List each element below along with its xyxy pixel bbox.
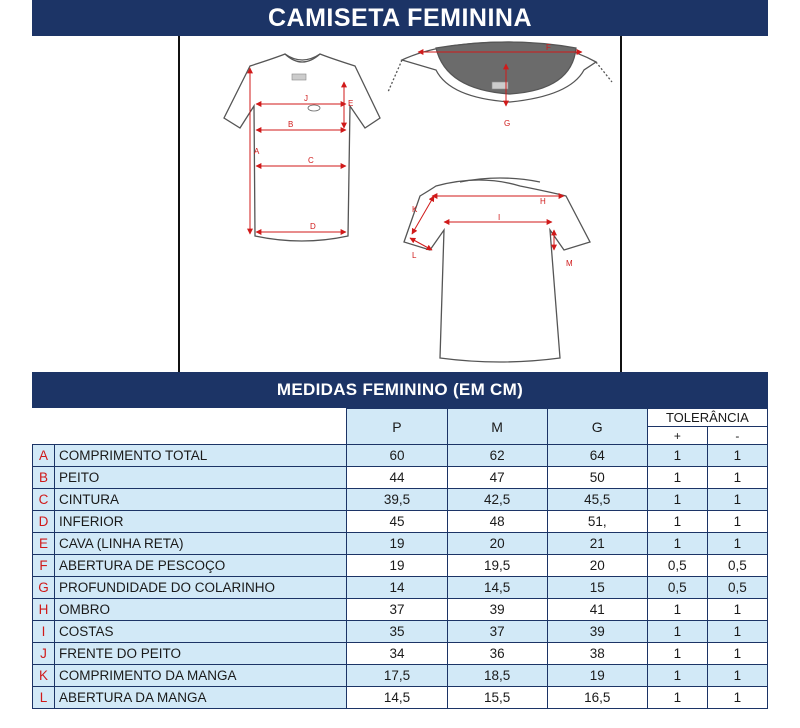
row-label: ABERTURA DA MANGA (55, 687, 347, 709)
value-g: 51, (547, 511, 647, 533)
table-title: MEDIDAS FEMININO (EM CM) (32, 372, 768, 408)
value-p: 45 (347, 511, 447, 533)
row-letter: D (33, 511, 55, 533)
tolerance-plus: 0,5 (647, 555, 707, 577)
diagram-letter-l: L (412, 251, 417, 260)
value-p: 34 (347, 643, 447, 665)
tolerance-plus: 1 (647, 445, 707, 467)
value-p: 14,5 (347, 687, 447, 709)
diagram-letter-j: J (304, 94, 308, 103)
value-p: 39,5 (347, 489, 447, 511)
row-label: COMPRIMENTO DA MANGA (55, 665, 347, 687)
value-m: 48 (447, 511, 547, 533)
tolerance-minus: 1 (707, 621, 767, 643)
table-row (33, 599, 768, 621)
tolerance-plus: 0,5 (647, 577, 707, 599)
value-g: 50 (547, 467, 647, 489)
diagram-letter-h: H (540, 197, 546, 206)
row-letter: G (33, 577, 55, 599)
value-m: 36 (447, 643, 547, 665)
row-letter: F (33, 555, 55, 577)
tolerance-plus: 1 (647, 665, 707, 687)
value-m: 19,5 (447, 555, 547, 577)
value-p: 17,5 (347, 665, 447, 687)
tolerance-minus: 1 (707, 489, 767, 511)
table-row (33, 555, 768, 577)
row-label: OMBRO (55, 599, 347, 621)
table-row (33, 489, 768, 511)
tolerance-minus: 1 (707, 665, 767, 687)
table-row (33, 533, 768, 555)
value-g: 39 (547, 621, 647, 643)
row-label: ABERTURA DE PESCOÇO (55, 555, 347, 577)
row-letter: L (33, 687, 55, 709)
diagram-letter-b: B (288, 120, 294, 129)
tolerance-plus: 1 (647, 467, 707, 489)
tolerance-header: TOLERÂNCIA (647, 409, 767, 427)
table-row (33, 445, 768, 467)
page-title: CAMISETA FEMININA (32, 0, 768, 36)
row-letter: C (33, 489, 55, 511)
row-label: PROFUNDIDADE DO COLARINHO (55, 577, 347, 599)
diagram-letter-a: A (254, 147, 260, 156)
value-m: 37 (447, 621, 547, 643)
table-row (33, 665, 768, 687)
tolerance-minus: 0,5 (707, 577, 767, 599)
row-label: FRENTE DO PEITO (55, 643, 347, 665)
value-g: 41 (547, 599, 647, 621)
tolerance-minus-header: - (707, 427, 767, 445)
value-m: 62 (447, 445, 547, 467)
value-g: 38 (547, 643, 647, 665)
tolerance-minus: 1 (707, 687, 767, 709)
tolerance-plus: 1 (647, 599, 707, 621)
table-row (33, 643, 768, 665)
row-letter: H (33, 599, 55, 621)
value-m: 20 (447, 533, 547, 555)
row-letter: E (33, 533, 55, 555)
size-header-p: P (347, 409, 447, 445)
diagram-letter-f: F (546, 43, 551, 52)
row-letter: A (33, 445, 55, 467)
value-m: 18,5 (447, 665, 547, 687)
table-corner (33, 409, 347, 445)
diagram-letter-m: M (566, 259, 573, 268)
diagram-letter-c: C (308, 156, 314, 165)
value-g: 19 (547, 665, 647, 687)
front-view-shirt (224, 54, 380, 241)
table-row (33, 467, 768, 489)
diagram-letter-g: G (504, 119, 511, 128)
value-m: 14,5 (447, 577, 547, 599)
value-g: 16,5 (547, 687, 647, 709)
tolerance-minus: 1 (707, 511, 767, 533)
back-view-shirt (404, 178, 590, 362)
diagram-letter-d: D (310, 222, 316, 231)
value-p: 44 (347, 467, 447, 489)
row-letter: B (33, 467, 55, 489)
tolerance-plus: 1 (647, 489, 707, 511)
tolerance-minus: 1 (707, 599, 767, 621)
table-row (33, 687, 768, 709)
value-m: 39 (447, 599, 547, 621)
tolerance-minus: 1 (707, 467, 767, 489)
tolerance-plus: 1 (647, 687, 707, 709)
diagram-letter-i: I (498, 213, 501, 222)
tshirt-sketches (180, 36, 620, 372)
value-g: 45,5 (547, 489, 647, 511)
value-m: 42,5 (447, 489, 547, 511)
row-label: PEITO (55, 467, 347, 489)
neck-detail (388, 42, 612, 102)
row-letter: I (33, 621, 55, 643)
garment-diagram (178, 36, 622, 372)
value-g: 21 (547, 533, 647, 555)
value-p: 35 (347, 621, 447, 643)
value-p: 14 (347, 577, 447, 599)
tolerance-minus: 0,5 (707, 555, 767, 577)
row-label: COSTAS (55, 621, 347, 643)
tolerance-minus: 1 (707, 445, 767, 467)
value-m: 15,5 (447, 687, 547, 709)
tolerance-plus-header: + (647, 427, 707, 445)
measurements-table (32, 408, 768, 709)
value-g: 15 (547, 577, 647, 599)
table-row (33, 577, 768, 599)
value-p: 37 (347, 599, 447, 621)
value-g: 20 (547, 555, 647, 577)
tolerance-plus: 1 (647, 643, 707, 665)
value-p: 19 (347, 533, 447, 555)
row-label: COMPRIMENTO TOTAL (55, 445, 347, 467)
row-label: CINTURA (55, 489, 347, 511)
diagram-letter-e: E (348, 99, 354, 108)
table-row (33, 621, 768, 643)
table-row (33, 511, 768, 533)
tolerance-minus: 1 (707, 643, 767, 665)
value-g: 64 (547, 445, 647, 467)
row-label: CAVA (LINHA RETA) (55, 533, 347, 555)
tolerance-plus: 1 (647, 511, 707, 533)
size-header-g: G (547, 409, 647, 445)
row-letter: J (33, 643, 55, 665)
size-header-m: M (447, 409, 547, 445)
tolerance-plus: 1 (647, 621, 707, 643)
value-p: 60 (347, 445, 447, 467)
tolerance-plus: 1 (647, 533, 707, 555)
row-label: INFERIOR (55, 511, 347, 533)
row-letter: K (33, 665, 55, 687)
value-p: 19 (347, 555, 447, 577)
diagram-letter-k: K (412, 205, 418, 214)
value-m: 47 (447, 467, 547, 489)
tolerance-minus: 1 (707, 533, 767, 555)
